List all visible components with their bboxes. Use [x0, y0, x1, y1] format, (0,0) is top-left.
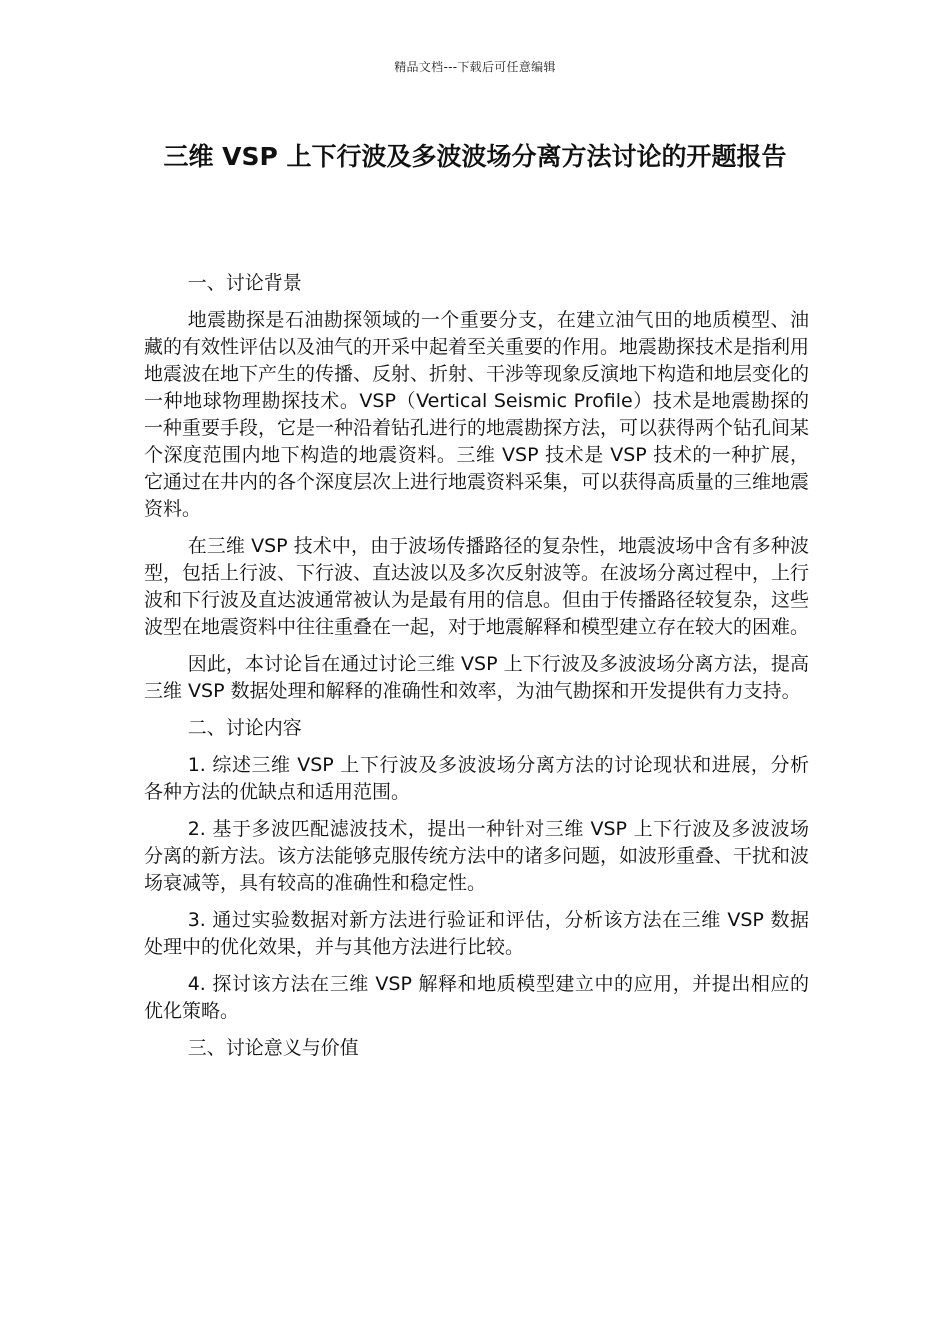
paragraph-background-3: 因此，本讨论旨在通过讨论三维 VSP 上下行波及多波波场分离方法，提高三维 VSP 数据处理和解释的准确性和效率，为油气勘探和开发提供有力支持。 [144, 653, 809, 702]
content-item-1: 1. 综述三维 VSP 上下行波及多波波场分离方法的讨论现状和进展，分析各种方法的优缺点和适用范围。 [144, 754, 809, 803]
content-item-3: 3. 通过实验数据对新方法进行验证和评估，分析该方法在三维 VSP 数据处理中的优化效果，并与其他方法进行比较。 [144, 909, 809, 958]
section-heading-content: 二、讨论内容 [187, 717, 302, 739]
paragraph-background-1: 地震勘探是石油勘探领域的一个重要分支，在建立油气田的地质模型、油藏的有效性评估以及油气的开采中起着至关重要的作用。地震勘探技术是指利用地震波在地下产生的传播、反射、折射、干涉等现象反演地下构造和地层变化的一种地球物理勘探技术。VSP（Vertical Seismic Profile）技术是地震勘探的一种重要手段，它是一种沿着钻孔进行的地震勘探方法，可以获得两个钻孔间某个深度范围内地下构造的地震资料。三维 VSP 技术是 VSP 技术的一种扩展，它通过在井内的各个深度层次上进行地震资料采集，可以获得高质量的三维地震资料。 [144, 309, 810, 520]
content-item-4: 4. 探讨该方法在三维 VSP 解释和地质模型建立中的应用，并提出相应的优化策略。 [144, 973, 809, 1022]
document-body [144, 270, 809, 1072]
section-heading-background: 一、讨论背景 [187, 272, 302, 294]
paragraph-background-2: 在三维 VSP 技术中，由于波场传播路径的复杂性，地震波场中含有多种波型，包括上行波、下行波、直达波以及多次反射波等。在波场分离过程中，上行波和下行波及直达波通常被认为是最有用的信息。但由于传播路径较复杂，这些波型在地震资料中往往重叠在一起，对于地震解释和模型建立存在较大的困难。 [144, 535, 810, 638]
header-note: 精品文档---下载后可任意编辑 [394, 60, 556, 74]
section-heading-significance: 三、讨论意义与价值 [187, 1037, 359, 1059]
document-title: 三维 VSP 上下行波及多波波场分离方法讨论的开题报告 [163, 142, 787, 171]
content-item-2: 2. 基于多波匹配滤波技术，提出一种针对三维 VSP 上下行波及多波波场分离的新方法。该方法能够克服传统方法中的诸多问题，如波形重叠、干扰和波场衰减等，具有较高的准确性和稳定性。 [144, 818, 810, 894]
